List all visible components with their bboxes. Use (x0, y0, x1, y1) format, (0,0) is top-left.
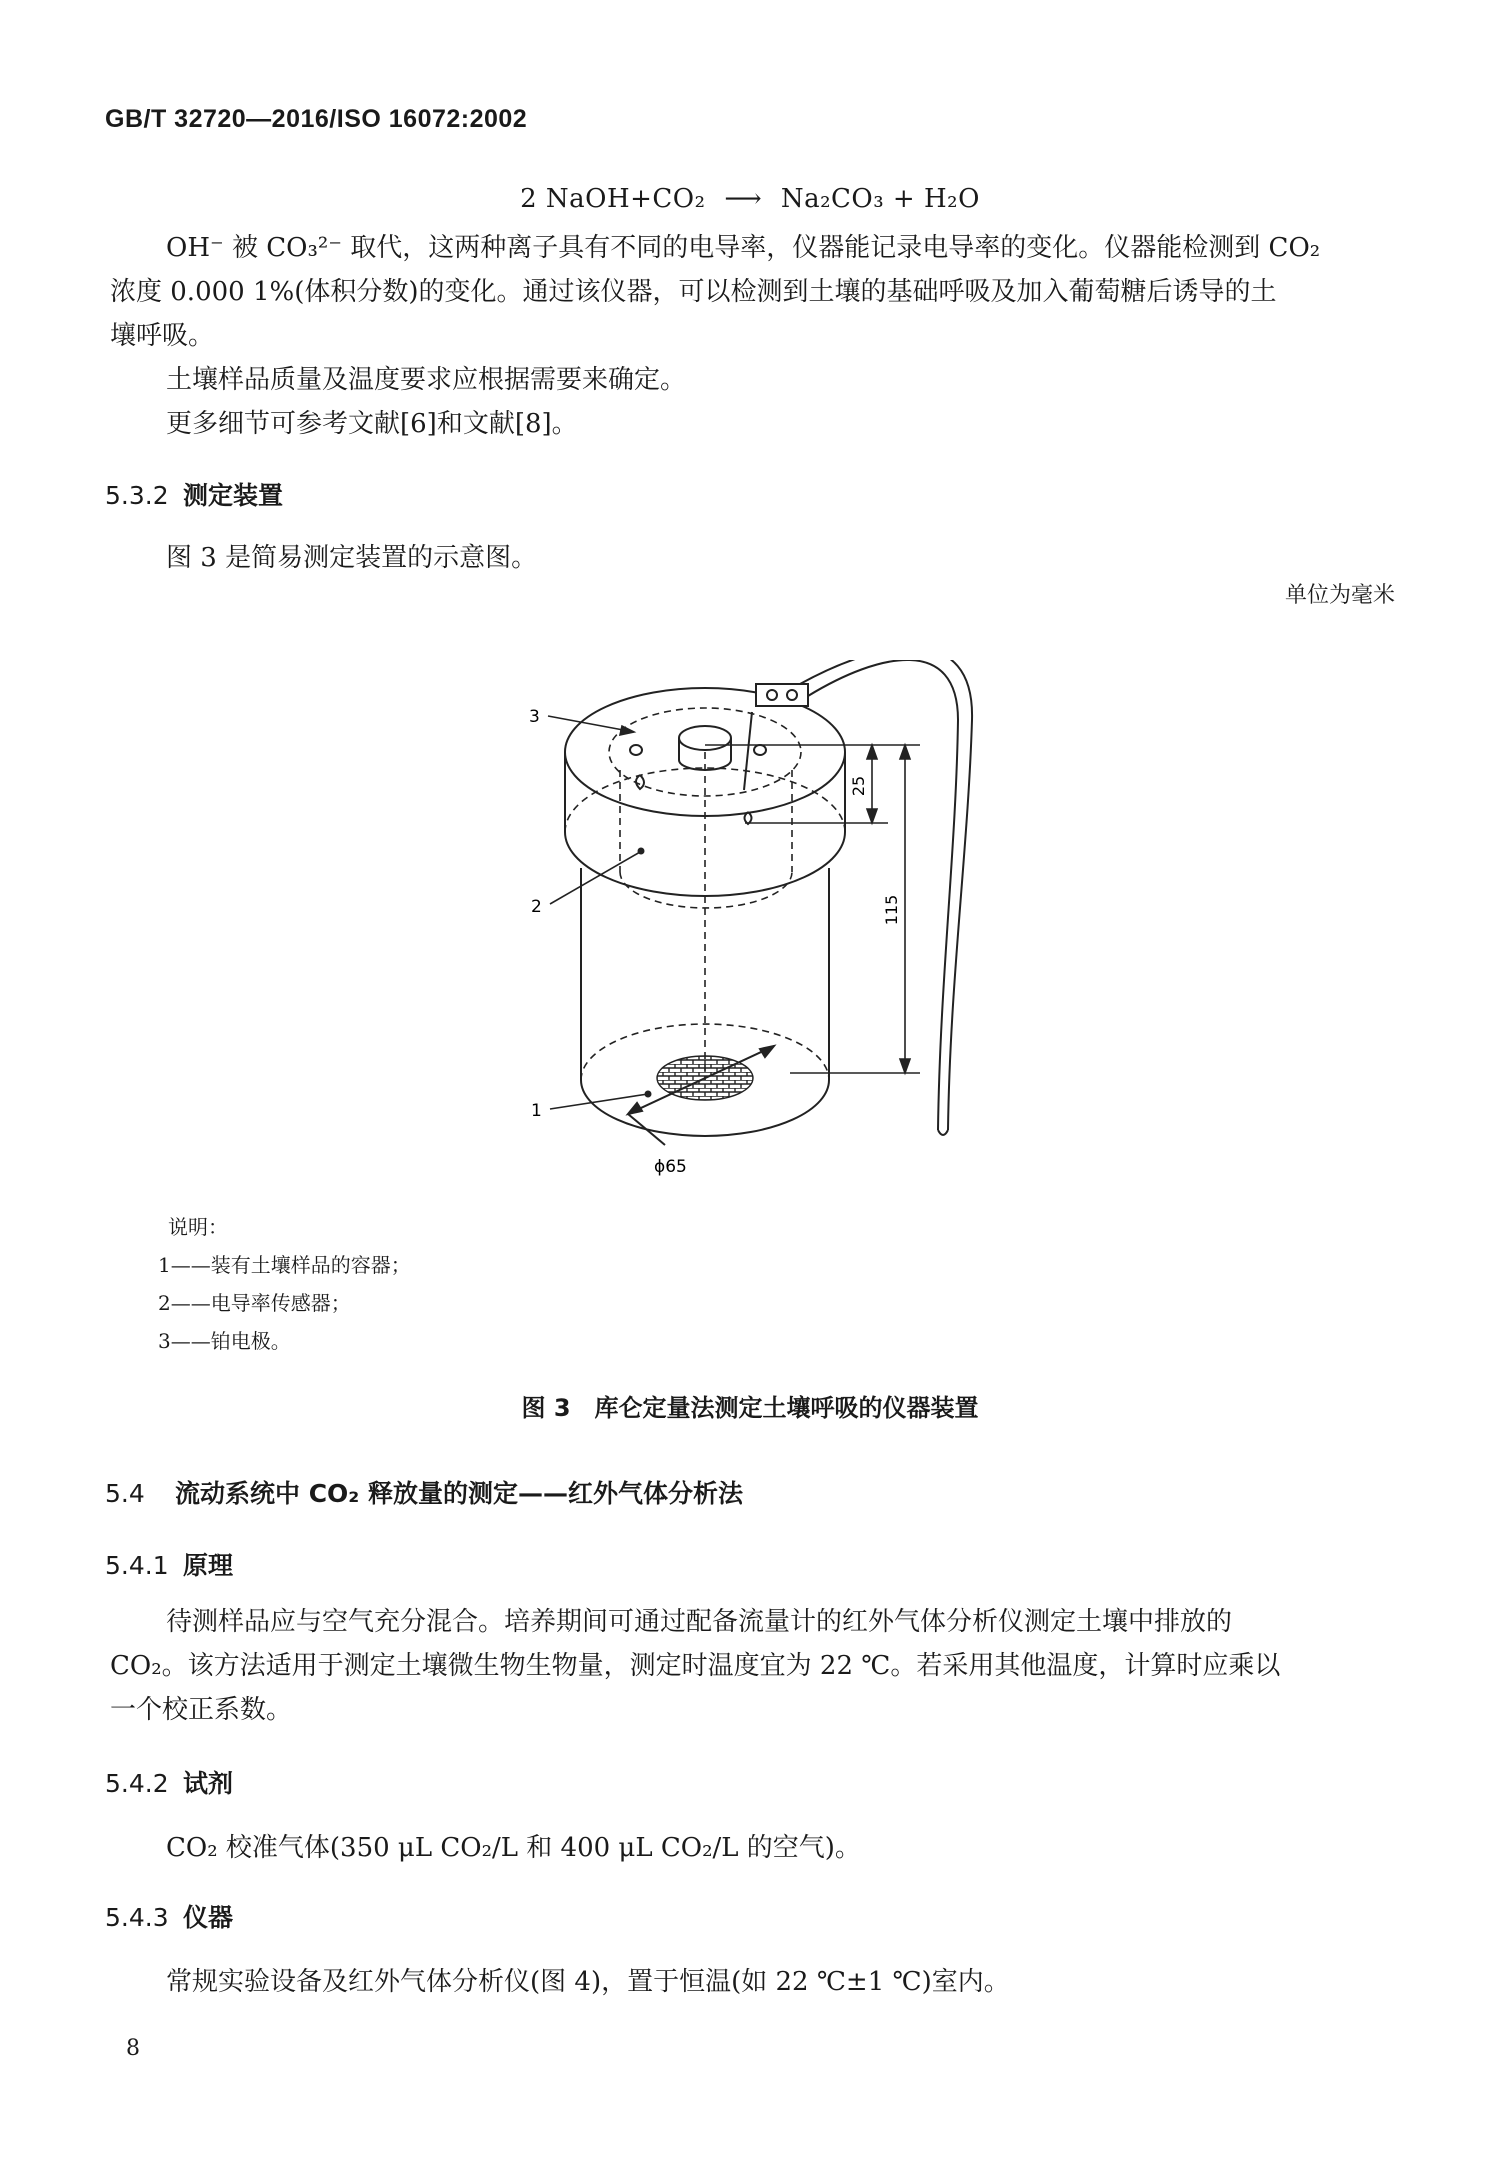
paragraph-line: OH⁻ 被 CO₃²⁻ 取代，这两种离子具有不同的电导率，仪器能记录电导率的变化。仪器能检测到 CO₂ (166, 233, 1321, 263)
paragraph-line: 一个校正系数。 (110, 1695, 293, 1725)
dim-115-arrow-bottom (900, 1059, 910, 1073)
callout-label-2: 2 (531, 897, 542, 917)
callout-arrow-3 (620, 726, 634, 735)
paragraph-reagents: CO₂ 校准气体(350 μL CO₂/L 和 400 μL CO₂/L 的空气)。 (166, 1833, 861, 1863)
callout-label-3: 3 (529, 707, 540, 727)
cable-end (938, 1130, 948, 1135)
central-tube-top (679, 726, 731, 750)
callout-dot-1 (645, 1091, 652, 1098)
electrode-hole-right (754, 745, 766, 755)
legend-item-1: 1——装有土壤样品的容器； (158, 1253, 411, 1277)
page-number: 8 (126, 2036, 140, 2061)
section-heading-5-4: 5.4 流动系统中 CO₂ 释放量的测定——红外气体分析法 (105, 1479, 743, 1508)
figure-legend (158, 1208, 411, 1360)
paragraph-sample-mass: 土壤样品质量及温度要求应根据需要来确定。 (166, 365, 687, 395)
electrode-tip-left (636, 775, 644, 789)
equation-arrow: ⟶ (724, 184, 763, 214)
callout-leader-2 (550, 852, 640, 904)
paragraph-line: CO₂。该方法适用于测定土壤微生物生物量，测定时温度宜为 22 ℃。若采用其他温度，计算时应乘以 (110, 1651, 1281, 1681)
dim-phi-label: ϕ65 (654, 1157, 687, 1177)
legend-item-2: 2——电导率传感器； (158, 1291, 351, 1315)
paragraph-line: 壤呼吸。 (110, 321, 215, 351)
dim-25-label: 25 (849, 775, 868, 797)
dim-115-label: 115 (882, 894, 901, 926)
figure-caption: 图 3 库仑定量法测定土壤呼吸的仪器装置 (521, 1394, 979, 1422)
unit-note: 单位为毫米 (1284, 583, 1395, 608)
callout-dot-2 (638, 848, 645, 855)
electrode-rod (744, 712, 752, 790)
paragraph-figure-intro: 图 3 是简易测定装置的示意图。 (166, 543, 538, 573)
section-heading-5-3-2: 5.3.2 测定装置 (105, 481, 284, 510)
dim-25-arrow-bottom (867, 809, 877, 823)
electrode-hole-left (630, 745, 642, 755)
paragraph-line: 浓度 0.000 1%(体积分数)的变化。通过该仪器，可以检测到土壤的基础呼吸及加入葡萄糖后诱导的土 (110, 277, 1277, 307)
legend-title: 说明： (168, 1215, 228, 1239)
dim-115-arrow-top (900, 745, 910, 759)
paragraph-principle (110, 1600, 1400, 1732)
document-header: GB/T 32720—2016/ISO 16072:2002 (105, 105, 528, 133)
legend-item-3: 3——铂电极。 (158, 1329, 291, 1353)
paragraph-conductivity (110, 226, 1400, 358)
connector-block (756, 684, 808, 706)
equation-rhs: Na₂CO₃ + H₂O (780, 184, 980, 214)
section-heading-5-4-1: 5.4.1 原理 (105, 1551, 234, 1580)
section-heading-5-4-2: 5.4.2 试剂 (105, 1769, 234, 1798)
section-heading-5-4-3: 5.4.3 仪器 (105, 1903, 234, 1932)
callout-label-1: 1 (531, 1101, 542, 1121)
paragraph-instruments: 常规实验设备及红外气体分析仪(图 4)，置于恒温(如 22 ℃±1 ℃)室内。 (166, 1967, 1010, 1997)
chemical-equation (0, 184, 1500, 214)
figure-apparatus-diagram (520, 660, 1020, 1200)
dim-25-arrow-top (867, 745, 877, 759)
equation-lhs: 2 NaOH+CO₂ (520, 184, 706, 214)
diameter-arrowhead (628, 1103, 642, 1114)
diameter-arrowhead (760, 1046, 774, 1057)
paragraph-references: 更多细节可参考文献[6]和文献[8]。 (166, 409, 578, 439)
diameter-leader (628, 1114, 665, 1145)
paragraph-line: 待测样品应与空气充分混合。培养期间可通过配备流量计的红外气体分析仪测定土壤中排放的 (166, 1607, 1233, 1637)
